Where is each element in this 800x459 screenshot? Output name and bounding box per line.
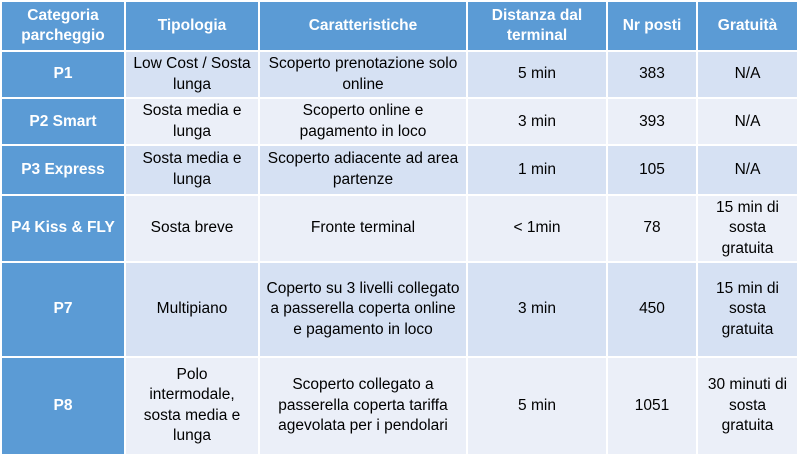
cell-posti: 383	[607, 51, 697, 98]
cell-caratteristiche: Fronte terminal	[259, 195, 467, 263]
cell-tipologia: Low Cost / Sosta lunga	[125, 51, 259, 98]
cell-caratteristiche: Scoperto collegato a passerella coperta tariffa agevolata per i pendolari	[259, 357, 467, 455]
cell-caratteristiche: Scoperto adiacente ad area partenze	[259, 145, 467, 194]
cell-categoria: P2 Smart	[1, 98, 125, 145]
table-row	[1, 262, 798, 356]
cell-posti: 393	[607, 98, 697, 145]
cell-gratuita: N/A	[697, 51, 798, 98]
table-row	[1, 195, 798, 263]
cell-gratuita: 30 minuti di sosta gratuita	[697, 357, 798, 455]
cell-distanza: < 1min	[467, 195, 607, 263]
cell-categoria: P4 Kiss & FLY	[1, 195, 125, 263]
cell-caratteristiche: Scoperto online e pagamento in loco	[259, 98, 467, 145]
cell-posti: 78	[607, 195, 697, 263]
header-caratteristiche: Caratteristiche	[259, 1, 467, 51]
cell-tipologia: Multipiano	[125, 262, 259, 356]
cell-categoria: P3 Express	[1, 145, 125, 194]
cell-gratuita: N/A	[697, 98, 798, 145]
cell-distanza: 1 min	[467, 145, 607, 194]
cell-tipologia: Sosta media e lunga	[125, 145, 259, 194]
cell-gratuita: 15 min di sosta gratuita	[697, 262, 798, 356]
cell-gratuita: 15 min di sosta gratuita	[697, 195, 798, 263]
cell-gratuita: N/A	[697, 145, 798, 194]
header-categoria: Categoria parcheggio	[1, 1, 125, 51]
header-posti: Nr posti	[607, 1, 697, 51]
header-distanza: Distanza dal terminal	[467, 1, 607, 51]
cell-posti: 1051	[607, 357, 697, 455]
cell-categoria: P7	[1, 262, 125, 356]
table-row	[1, 98, 798, 145]
header-row	[1, 1, 798, 51]
table-row	[1, 357, 798, 455]
header-gratuita: Gratuità	[697, 1, 798, 51]
cell-categoria: P8	[1, 357, 125, 455]
cell-tipologia: Polo intermodale, sosta media e lunga	[125, 357, 259, 455]
cell-categoria: P1	[1, 51, 125, 98]
cell-distanza: 5 min	[467, 51, 607, 98]
cell-distanza: 3 min	[467, 98, 607, 145]
cell-tipologia: Sosta breve	[125, 195, 259, 263]
table-row	[1, 51, 798, 98]
table-row	[1, 145, 798, 194]
cell-tipologia: Sosta media e lunga	[125, 98, 259, 145]
header-tipologia: Tipologia	[125, 1, 259, 51]
cell-caratteristiche: Coperto su 3 livelli collegato a passerella coperta online e pagamento in loco	[259, 262, 467, 356]
cell-posti: 450	[607, 262, 697, 356]
cell-posti: 105	[607, 145, 697, 194]
cell-distanza: 3 min	[467, 262, 607, 356]
cell-caratteristiche: Scoperto prenotazione solo online	[259, 51, 467, 98]
cell-distanza: 5 min	[467, 357, 607, 455]
